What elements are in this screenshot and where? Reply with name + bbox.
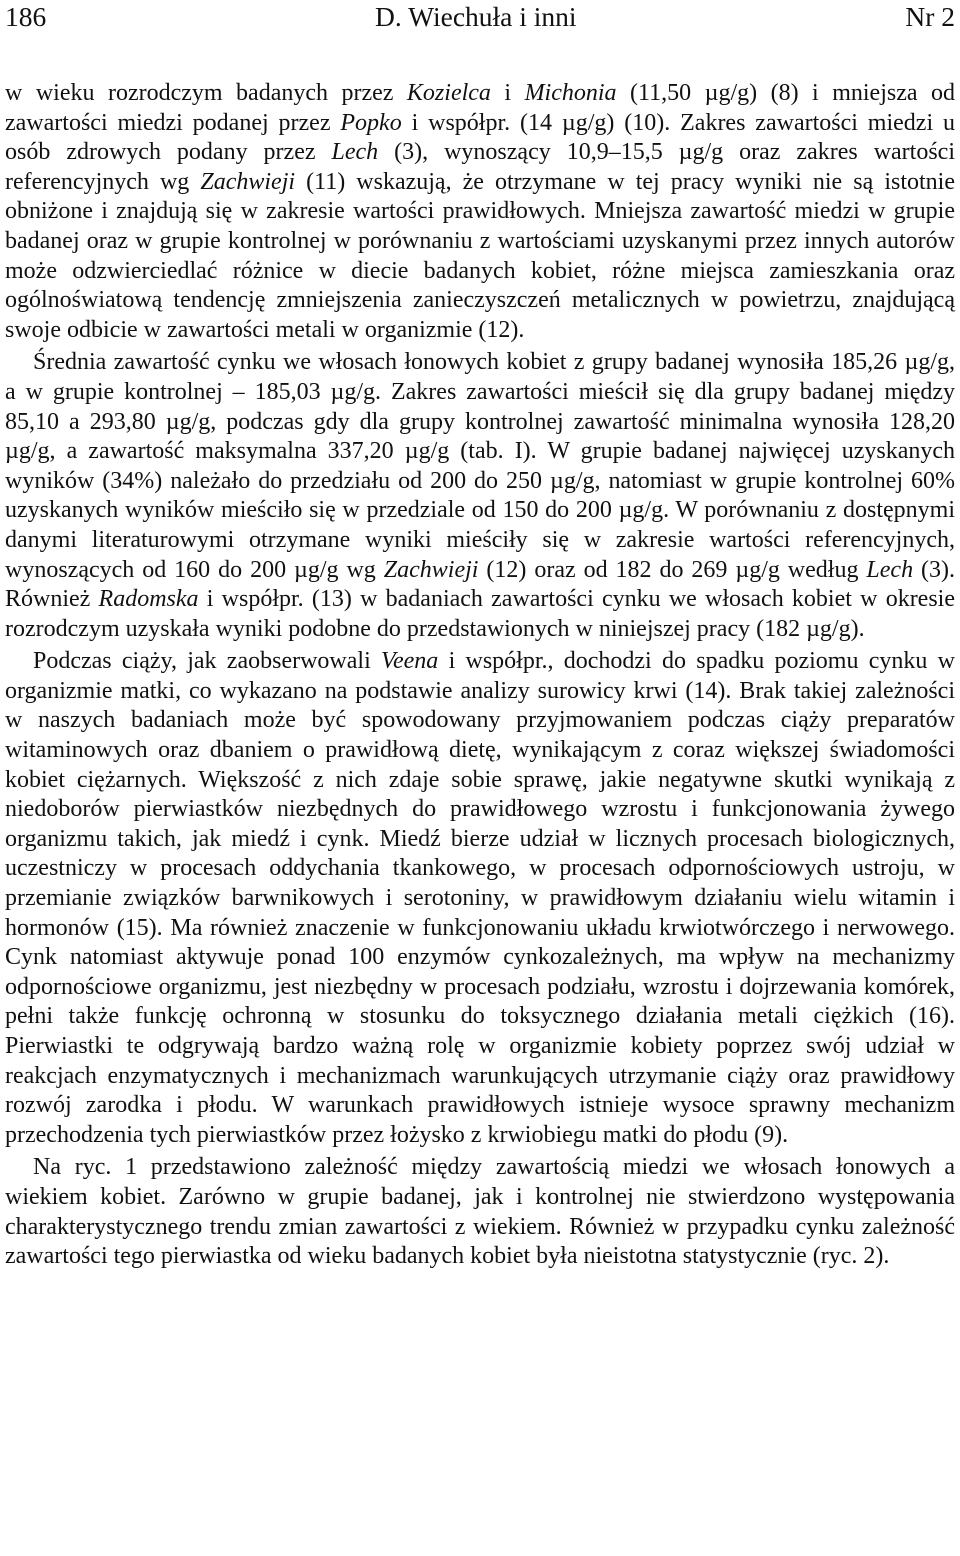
text-run: Na ryc. 1 przedstawiono zależność między zawartością miedzi we włosach łonowych a wiekiem kobiet. Zarówno w grupie badanej, jak i kontrolnej nie stwierdzono występowania charakterystycznego trendu zmian zawartości z wiekiem. Również w przypadku cynku zależność zawartości tego pierwiastka od wieku badanych kobiet była nieistotna statystycznie (ryc. 2). [5, 1154, 955, 1270]
cited-author: Popko [340, 109, 402, 136]
text-run: (3), wynoszący 10,9–15,5 µg/g oraz zakres wartości referencyjnych wg [5, 139, 956, 195]
cited-author: Lech [331, 139, 379, 166]
paragraph-4 [5, 1153, 955, 1271]
text-run: i współpr., dochodzi do spadku poziomu cynku w organizmie matki, co wykazano na podstawie analizy surowicy krwi (14). Brak takiej zależności w naszych badaniach może być spowodowany przyjmowaniem podczas ciąży preparatów witaminowych oraz dbaniem o prawidłową dietę, wynikającym z coraz większej świadomości kobiet ciężarnych. Większość z nich zdaje sobie sprawę, jakie negatywne skutki wynikają z niedoborów pierwiastków niezbędnych do prawidłowego wzrostu i funkcjonowania żywego organizmu takich, jak miedź i cynk. Miedź bierze udział w licznych procesach biologicznych, uczestniczy w procesach oddychania tkankowego, w procesach odpornościowych ustroju, w przemianie związków barwnikowych i serotoniny, w prawidłowym działaniu wielu witamin i hormonów (15). Ma również znaczenie w funkcjonowaniu układu krwiotwórczego i nerwowego. Cynk natomiast aktywuje ponad 100 enzymów cynkozależnych, ma wpływ na mechanizmy odpornościowe organizmu, jest niezbędny w procesach podziału, wzrostu i dojrzewania komórek, pełni także funkcję ochronną w stosunku do toksycznego działania metali ciężkich (16). Pierwiastki te odgrywają bardzo ważną rolę w organizmie kobiety poprzez swój udział w reakcjach enzymatycznych i mechanizmach warunkujących utrzymanie ciąży oraz prawidłowy rozwój zarodka i płodu. W warunkach prawidłowych istnieje wysoce sprawny mechanizm przechodzenia tych pierwiastków przez łożysko z krwiobiegu matki do płodu (9). [5, 648, 955, 1148]
text-run: i [490, 80, 525, 106]
cited-author: Zachwieji [383, 556, 479, 583]
running-header [5, 0, 955, 34]
text-run: Średnia zawartość cynku we włosach łonowych kobiet z grupy badanej wynosiła 185,26 µg/g, a w grupie kontrolnej – 185,03 µg/g. Zakres zawartości mieścił się dla grupy badanej między 85,10 a 293,80 µg/g, podczas gdy dla grupy kontrolnej zawartość minimalna wynosiła 128,20 µg/g, a zawartość maksymalna 337,20 µg/g (tab. I). W grupie badanej najwięcej uzyskanych wyników (34%) należało do przedziału od 200 do 250 µg/g, natomiast w grupie kontrolnej 60% uzyskanych wyników mieściło się w przedziale od 150 do 200 µg/g. W porównaniu z dostępnymi danymi literaturowymi otrzymane wyniki mieściły się w zakresie wartości referencyjnych, wynoszących od 160 do 200 µg/g wg [5, 349, 955, 583]
text-run: i współpr. (13) w badaniach zawartości cynku we włosach kobiet w okresie rozrodczym uzyskała wyniki podobne do przedstawionych w niniejszej pracy (182 µg/g). [5, 586, 955, 642]
running-title: D. Wiechuła i inni [375, 1, 577, 32]
text-run: (11) wskazują, że otrzymane w tej pracy wyniki nie są istotnie obniżone i znajdują się w zakresie wartości prawidłowych. Mniejsza zawartość miedzi w grupie badanej oraz w grupie kontrolnej w porównaniu z wartościami uzyskanymi przez innych autorów może odzwierciedlać różnice w diecie badanych kobiet, różne miejsca zamieszkania oraz ogólnoświatową tendencję zmniejszenia zanieczyszczeń metalicznych w powietrzu, znajdującą swoje odbicie w zawartości metali w organizmie (12). [5, 168, 955, 343]
paragraph-2 [5, 348, 955, 644]
body-text [5, 79, 955, 1272]
document-page [5, 0, 955, 1272]
text-run: (11,50 µg/g) (8) i mniejsza od zawartości miedzi podanej przez [5, 80, 955, 136]
paragraph-1 [5, 79, 955, 345]
text-run: i współpr. (14 µg/g) (10). Zakres zawartości miedzi u osób zdrowych podany przez [5, 109, 955, 166]
page-number: 186 [5, 1, 47, 32]
text-run: w wieku rozrodczym badanych przez [5, 80, 407, 106]
text-run: Podczas ciąży, jak zaobserwowali [33, 648, 381, 675]
cited-author: Kozielca [406, 80, 491, 106]
cited-author: Lech [866, 556, 914, 583]
text-run: (3). Również [5, 556, 956, 613]
paragraph-3 [5, 647, 955, 1150]
text-run: (12) oraz od 182 do 269 µg/g według [478, 556, 867, 583]
cited-author: Michonia [524, 80, 617, 106]
journal-issue: Nr 2 [905, 1, 955, 32]
cited-author: Veena [381, 648, 439, 675]
cited-author: Radomska [98, 586, 199, 613]
cited-author: Zachwieji [200, 168, 296, 195]
